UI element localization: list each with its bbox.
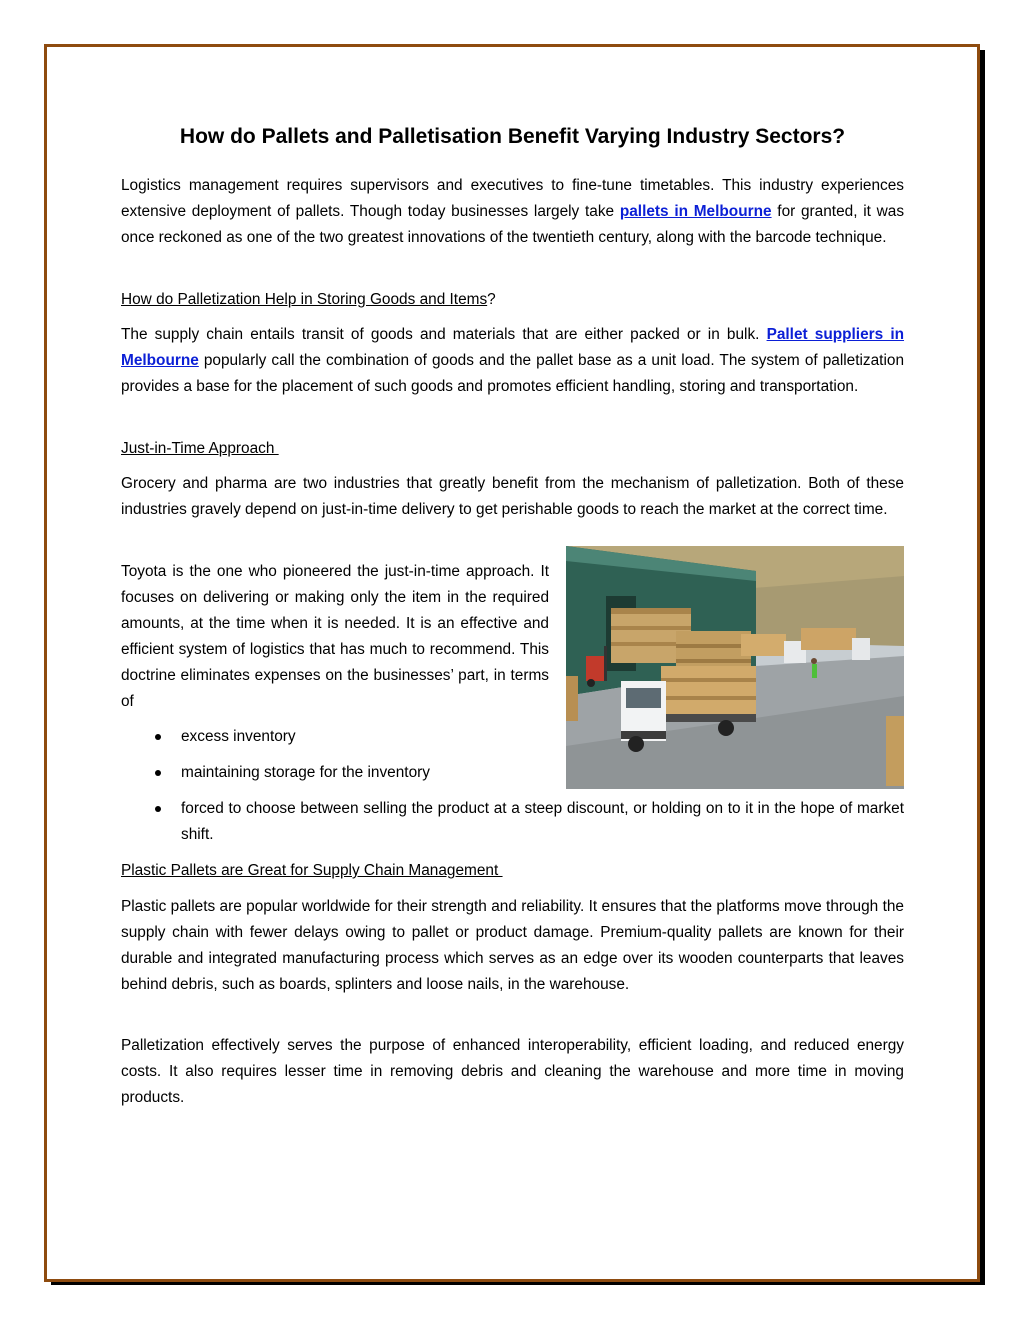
section-heading-just-in-time: Just-in-Time Approach (121, 440, 279, 457)
link-pallet-suppliers-melbourne[interactable]: Pallet suppliers in Melbourne (121, 326, 905, 369)
bullet-icon (155, 806, 161, 812)
list-item: forced to choose between selling the product at a steep discount, or holding on to it in the hope of market shift. (121, 796, 904, 848)
list-item: maintaining storage for the inventory (121, 760, 904, 786)
plastic-paragraph-2: Palletization effectively serves the purpose of enhanced interoperability, efficient loading, and reduced energy costs. It also requires lesser time in removing debris and cleaning the warehouse and more time in moving products. (121, 1037, 904, 1106)
section-heading-plastic-pallets: Plastic Pallets are Great for Supply Chain Management (121, 862, 503, 879)
bullet-icon (155, 770, 161, 776)
section-storing-paragraph: The supply chain entails transit of goods and materials that are either packed or in bulk. Pallet suppliers in Melbourne popularly call the combination of goods and the pallet base as a unit load. The system of palletization provides a base for the placement of such goods and promotes efficient handling, storing and transportation. (121, 326, 905, 395)
jit-paragraph-1: Grocery and pharma are two industries that greatly benefit from the mechanism of palletization. Both of these industries gravely depend on just-in-time delivery to get perishable goods to reach the market at the correct time. (121, 475, 904, 518)
warehouse-trucks-illustration (566, 546, 904, 789)
section-heading-storing: How do Palletization Help in Storing Goods and Items? (121, 291, 496, 308)
jit-paragraph-2: Toyota is the one who pioneered the just-in-time approach. It focuses on delivering or making only the item in the required amounts, at the time when it is needed. It is an effective and efficient system of logistics that has much to recommend. This doctrine eliminates expenses on the businesses’ part, in terms of (121, 563, 549, 710)
link-pallets-in-melbourne[interactable]: pallets in Melbourne (619, 203, 772, 220)
plastic-paragraph-1: Plastic pallets are popular worldwide for their strength and reliability. It ensures that the platforms move through the supply chain with fewer delays owing to pallet or product damage. Premium-quality pallets are known for their durable and integrated manufacturing process which serves as an edge over its wooden counterparts that leaves behind debris, such as boards, splinters and loose nails, in the warehouse. (121, 898, 904, 993)
document-title: How do Pallets and Palletisation Benefit Varying Industry Sectors? (179, 125, 846, 148)
list-item: excess inventory (121, 724, 904, 750)
warehouse-trucks-photo (566, 546, 904, 789)
bullet-icon (155, 734, 161, 740)
intro-paragraph: Logistics management requires supervisors and executives to fine-tune timetables. This industry experiences extensive deployment of pallets. Though today businesses largely take pallets in Melbourne for granted, it was once reckoned as one of the two greatest innovations of the twentieth century, along with the barcode technique. (121, 177, 905, 246)
